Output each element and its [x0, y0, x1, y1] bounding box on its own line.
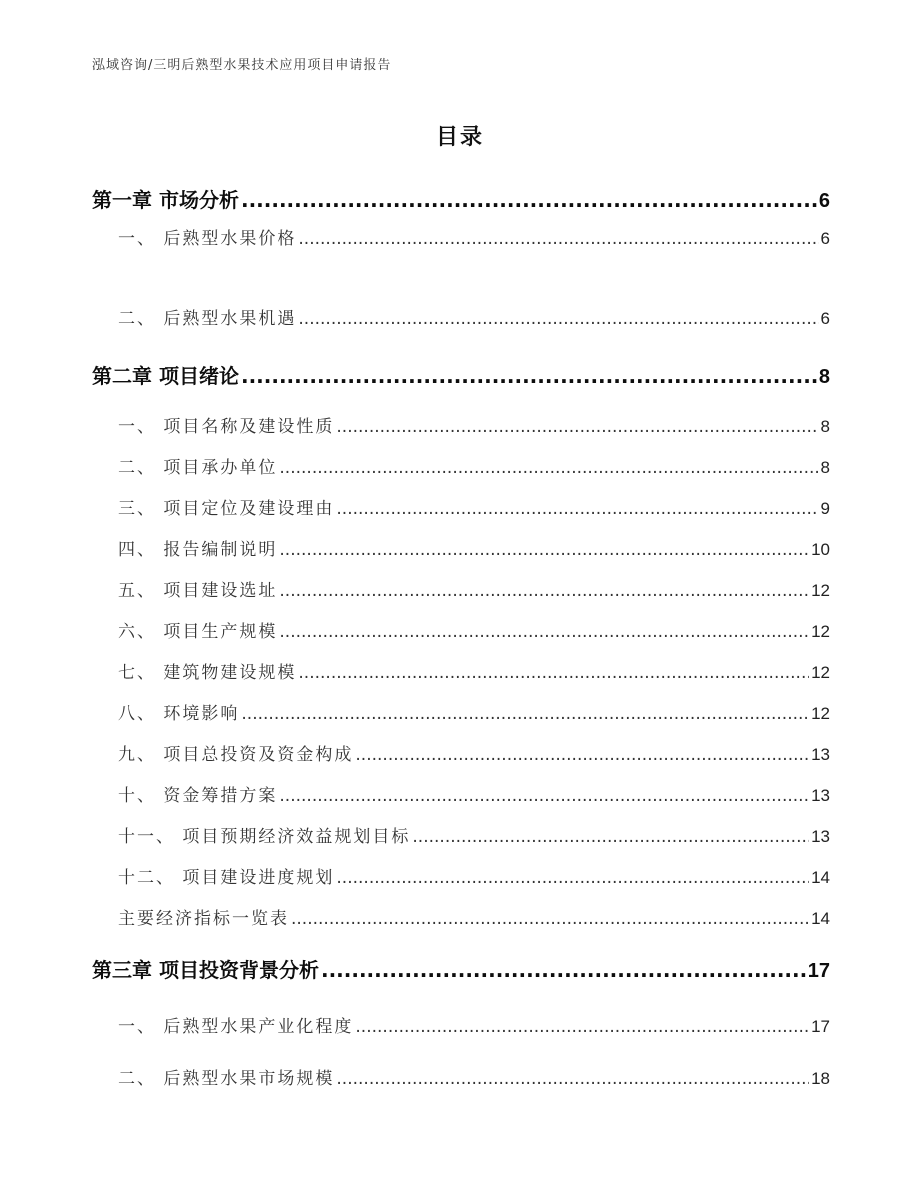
dot-leader — [279, 540, 809, 560]
toc-chapter-2[interactable] — [92, 360, 830, 389]
toc-page-number: 9 — [820, 499, 830, 518]
toc-page-number: 12 — [811, 704, 830, 723]
dot-leader — [336, 868, 809, 888]
toc-chapter-3[interactable] — [92, 954, 830, 983]
toc-page-number: 14 — [811, 909, 830, 928]
dot-leader — [291, 909, 809, 929]
toc-page-number: 17 — [811, 1017, 830, 1036]
toc-entry-label: 一、 后熟型水果产业化程度 — [118, 1017, 354, 1037]
dot-leader — [321, 958, 806, 982]
toc-entry-label: 十一、 项目预期经济效益规划目标 — [118, 827, 411, 847]
dot-leader — [412, 827, 809, 847]
toc-entry-label: 二、 后熟型水果机遇 — [118, 309, 297, 329]
toc-page-number: 13 — [811, 827, 830, 846]
toc-entry[interactable] — [118, 576, 830, 601]
dot-leader — [241, 364, 817, 388]
toc-entry[interactable] — [118, 658, 830, 683]
toc-entry-label: 八、 环境影响 — [118, 704, 240, 724]
toc-entry[interactable] — [118, 904, 830, 929]
dot-leader — [279, 458, 818, 478]
toc-page-number: 10 — [811, 540, 830, 559]
toc-entry[interactable] — [118, 535, 830, 560]
toc-entry[interactable] — [118, 863, 830, 888]
toc-page-number: 8 — [820, 417, 830, 436]
toc-entry[interactable] — [118, 224, 830, 249]
toc-page-number: 12 — [811, 622, 830, 641]
dot-leader — [241, 188, 817, 212]
toc-entry[interactable] — [118, 699, 830, 724]
toc-entry-label: 三、 项目定位及建设理由 — [118, 499, 335, 519]
toc-entry[interactable] — [118, 304, 830, 329]
toc-entry-label: 十二、 项目建设进度规划 — [118, 868, 335, 888]
toc-entry-label: 一、 项目名称及建设性质 — [118, 417, 335, 437]
toc-entry-label: 第一章 市场分析 — [92, 188, 239, 212]
toc-page-number: 13 — [811, 786, 830, 805]
toc-page-number: 8 — [818, 366, 830, 388]
dot-leader — [279, 786, 809, 806]
dot-leader — [298, 309, 818, 329]
document-header: 泓域咨询/三明后熟型水果技术应用项目申请报告 — [92, 58, 392, 73]
toc-entry-label: 九、 项目总投资及资金构成 — [118, 745, 354, 765]
toc-entry[interactable] — [118, 1064, 830, 1089]
dot-leader — [355, 745, 809, 765]
toc-title: 目录 — [435, 125, 484, 150]
toc-entry-label: 一、 后熟型水果价格 — [118, 229, 297, 249]
toc-entry-label: 二、 项目承办单位 — [118, 458, 278, 478]
dot-leader — [298, 229, 818, 249]
toc-entry-label: 主要经济指标一览表 — [118, 909, 289, 929]
toc-page-number: 14 — [811, 868, 830, 887]
toc-entry[interactable] — [118, 740, 830, 765]
toc-page-number: 6 — [820, 229, 830, 248]
toc-page-number: 6 — [818, 190, 830, 212]
toc-page-number: 18 — [811, 1069, 830, 1088]
dot-leader — [279, 581, 809, 601]
dot-leader — [355, 1017, 809, 1037]
toc-entry-label: 十、 资金筹措方案 — [118, 786, 278, 806]
toc-page-number: 12 — [811, 663, 830, 682]
toc-page-number: 8 — [820, 458, 830, 477]
toc-entry-label: 六、 项目生产规模 — [118, 622, 278, 642]
toc-chapter-1[interactable] — [92, 184, 830, 213]
toc-page-number: 13 — [811, 745, 830, 764]
dot-leader — [336, 499, 818, 519]
dot-leader — [298, 663, 809, 683]
toc-entry[interactable] — [118, 412, 830, 437]
dot-leader — [336, 1069, 809, 1089]
toc-entry-label: 第二章 项目绪论 — [92, 364, 239, 388]
dot-leader — [279, 622, 809, 642]
toc-entry-label: 第三章 项目投资背景分析 — [92, 958, 319, 982]
dot-leader — [241, 704, 809, 724]
toc-page-number: 12 — [811, 581, 830, 600]
toc-entry[interactable] — [118, 781, 830, 806]
toc-entry[interactable] — [118, 494, 830, 519]
toc-entry-label: 五、 项目建设选址 — [118, 581, 278, 601]
toc-entry[interactable] — [118, 1012, 830, 1037]
toc-entry-label: 七、 建筑物建设规模 — [118, 663, 297, 683]
toc-entry[interactable] — [118, 453, 830, 478]
toc-entry-label: 四、 报告编制说明 — [118, 540, 278, 560]
toc-entry-label: 二、 后熟型水果市场规模 — [118, 1069, 335, 1089]
toc-entry[interactable] — [118, 617, 830, 642]
toc-entry[interactable] — [118, 822, 830, 847]
toc-page-number: 17 — [807, 960, 830, 982]
toc-page-number: 6 — [820, 309, 830, 328]
dot-leader — [336, 417, 818, 437]
